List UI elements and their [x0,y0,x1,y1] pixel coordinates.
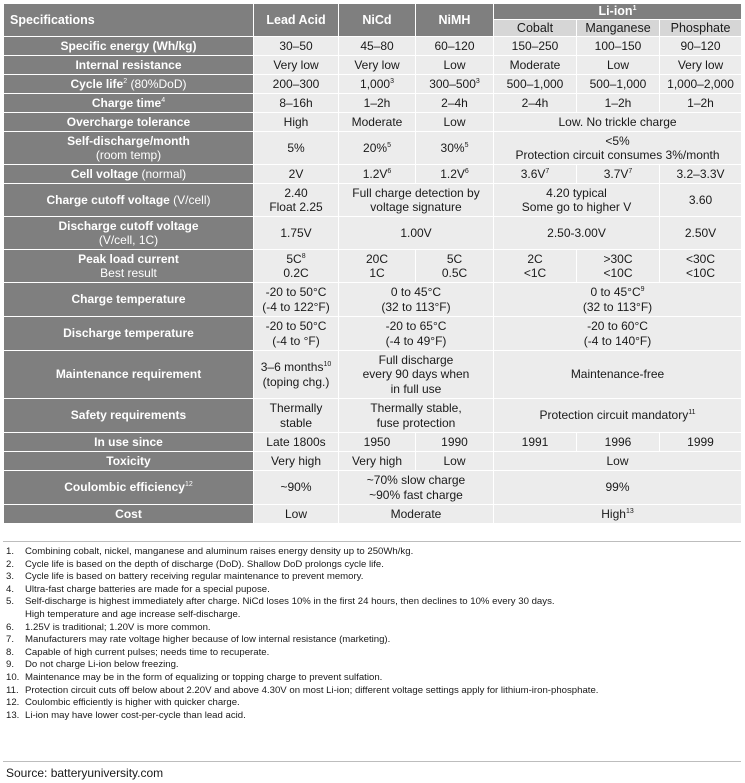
cost-label: Cost [115,506,142,521]
cell-voltage-label: Cell voltage (normal) [4,165,254,184]
footnote: 11. Protection circuit cuts off below about 2.20V and above 4.30V on most Li-ion; different voltage settings apply for lithium-iron-phosphate. [6,684,599,696]
cell: Very high [339,452,416,471]
cell: 3.60 [660,184,742,217]
cell: 0 to $45^\circ C^9$ (32 to 113°F) [494,283,742,317]
cell: <30C <10C [660,250,742,283]
row-self-discharge [4,132,742,165]
cell: Moderate [339,505,494,524]
row-cost [4,505,742,524]
cell: 100–150 [577,37,660,56]
cell: -20 to 50°C (-4 to 122°F) [254,283,339,317]
cell: ~90% [254,471,339,505]
cell: 1999 [660,433,742,452]
cell: Moderate [494,56,577,75]
footnote: 7. Manufacturers may rate voltage higher because of low internal resistance (marketing). [6,634,391,646]
cell: Low. No trickle charge [494,113,742,132]
cell: $1.2V^6$ [416,165,494,184]
cell: -20 to 65°C (-4 to 49°F) [339,317,494,351]
header-row [4,4,742,20]
row-safety-requirements [4,399,742,433]
cell: 1–2h [339,94,416,113]
cell: 2V [254,165,339,184]
discharge-cutoff-label: Discharge cutoff voltage (V/cell, 1C) [4,217,254,250]
discharge-temperature-label: Discharge temperature [63,326,194,341]
cell: 4.20 typical Some go to higher V [494,184,660,217]
cell: 8–16h [254,94,339,113]
charge-temperature-label: Charge temperature [71,292,186,307]
cell: 1–2h [577,94,660,113]
cell: 1.75V [254,217,339,250]
cell: Thermally stable, fuse protection [339,399,494,433]
cell: -20 to 60°C (-4 to 140°F) [494,317,742,351]
charge-cutoff-label: Charge cutoff voltage (V/cell) [4,184,254,217]
footnote: 6. 1.25V is traditional; 1.20V is more common. [6,621,211,633]
cell: -20 to 50°C (-4 to °F) [254,317,339,351]
safety-label: Safety requirements [70,408,187,423]
overcharge-label: Overcharge tolerance [66,114,191,129]
cell: 5% [254,132,339,165]
row-peak-load-current [4,250,742,283]
cell: High$^{13}$ [494,505,742,524]
cell: Late 1800s [254,433,339,452]
footnote: 12. Coulombic efficiently is higher with quicker charge. [6,697,240,709]
cell: 1–2h [660,94,742,113]
cell: Full charge detection by voltage signature [339,184,494,217]
cell: 500–1,000 [494,75,577,94]
cell: 90–120 [660,37,742,56]
cell: $3.6V^7$ [494,165,577,184]
cycle-life-label: Cycle life$^2$ (80%DoD) [4,75,254,94]
footnote: 4. Ultra-fast charge batteries are made for a special pupose. [6,583,270,595]
battery-comparison-table [3,3,742,524]
cell: 1950 [339,433,416,452]
cell: 2–4h [494,94,577,113]
cell: 60–120 [416,37,494,56]
footnote: 10. Maintenance may be in the form of equalizing or topping charge to prevent sulfation. [6,671,383,683]
cell: 20%$^5$ [339,132,416,165]
source-divider [3,761,741,762]
cell: Very low [660,56,742,75]
header-nicd: NiCd [339,4,416,37]
cell: 2.40 Float 2.25 [254,184,339,217]
row-discharge-temperature [4,317,742,351]
cell: Low [494,452,742,471]
footnote: 1. Combining cobalt, nickel, manganese and aluminum raises energy density up to 250Wh/kg. [6,546,414,557]
cell: Low [416,452,494,471]
row-toxicity [4,452,742,471]
row-specific-energy [4,37,742,56]
cell: <5% Protection circuit consumes 3%/month [494,132,742,165]
source-credit: Source: batteryuniversity.com [6,766,164,780]
cell: $1.2V^6$ [339,165,416,184]
cell: 2.50-3.00V [494,217,660,250]
cell: 2–4h [416,94,494,113]
footnote: 8. Capable of high current pulses; needs time to recuperate. [6,646,270,658]
footnote: 3. Cycle life is based on battery receiving regular maintenance to prevent memory. [6,571,364,583]
cell: 30%$^5$ [416,132,494,165]
cell: 45–80 [339,37,416,56]
coulombic-label: Coulombic efficiency$^{12}$ [4,471,254,505]
cell: 1996 [577,433,660,452]
cell: 0 to 45°C (32 to 113°F) [339,283,494,317]
peak-load-label: Peak load current Best result [4,250,254,283]
row-discharge-cutoff-voltage [4,217,742,250]
cell: Full discharge every 90 days when in full use [339,351,494,399]
footnotes [6,546,741,722]
header-manganese: Manganese [577,20,660,37]
cell: High [254,113,339,132]
cell: 150–250 [494,37,577,56]
cell: Very high [254,452,339,471]
cell: Very low [254,56,339,75]
cell: 1990 [416,433,494,452]
row-cell-voltage [4,165,742,184]
header-li-ion: Li-ion$^1$ [494,4,742,20]
header-specifications: Specifications [4,4,254,37]
footnote: 2. Cycle life is based on the depth of discharge (DoD). Shallow DoD prolongs cycle life. [6,558,384,570]
cell: Low [577,56,660,75]
cell: 3.2–3.3V [660,165,742,184]
charge-time-label: Charge time$^4$ [4,94,254,113]
cell: Moderate [339,113,416,132]
cell: Very low [339,56,416,75]
internal-resistance-label: Internal resistance [75,57,182,72]
cell: 1,000–2,000 [660,75,742,94]
cell: Low [254,505,339,524]
cell: 3–6 months$^{10}$ (toping chg.) [254,351,339,399]
cell: 1.00V [339,217,494,250]
cell: Maintenance-free [494,351,742,399]
row-charge-temperature [4,283,742,317]
cell: Low [416,113,494,132]
footnote: 5. Self-discharge is highest immediately after charge. NiCd loses 10% in the first 24 hours, then declines to 10% every 30 days. High temperature and age increase self-discharge. [6,596,555,620]
footnote: 13. Li-ion may have lower cost-per-cycle than lead acid. [6,709,246,721]
row-coulombic-efficiency [4,471,742,505]
cell: 99% [494,471,742,505]
cell: $3.7V^7$ [577,165,660,184]
cell: 30–50 [254,37,339,56]
header-phosphate: Phosphate [660,20,742,37]
row-maintenance-requirement [4,351,742,399]
self-discharge-label: Self-discharge/month (room temp) [4,132,254,165]
cell: Protection circuit mandatory$^{11}$ [494,399,742,433]
header-nimh: NiMH [416,4,494,37]
row-in-use-since [4,433,742,452]
in-use-since-label: In use since [94,434,163,449]
cell: 1,000$^3$ [339,75,416,94]
cell: 5C 0.5C [416,250,494,283]
footnote: 9. Do not charge Li-ion below freezing. [6,659,179,671]
cell: 200–300 [254,75,339,94]
toxicity-label: Toxicity [106,453,151,468]
cell: 2C <1C [494,250,577,283]
notes-top-divider [3,541,741,542]
specific-energy-label: Specific energy (Wh/kg) [60,38,197,53]
cell: Thermally stable [254,399,339,433]
row-cycle-life [4,75,742,94]
header-cobalt: Cobalt [494,20,577,37]
cell: ~70% slow charge ~90% fast charge [339,471,494,505]
maintenance-label: Maintenance requirement [55,367,202,382]
header-lead-acid: Lead Acid [254,4,339,37]
cell: >30C <10C [577,250,660,283]
row-overcharge-tolerance [4,113,742,132]
row-internal-resistance [4,56,742,75]
cell: $5C^8$ 0.2C [254,250,339,283]
row-charge-cutoff-voltage [4,184,742,217]
cell: 2.50V [660,217,742,250]
cell: 500–1,000 [577,75,660,94]
cell: Low [416,56,494,75]
cell: $300-500^3$ [416,75,494,94]
cell: 1991 [494,433,577,452]
cell: 20C 1C [339,250,416,283]
row-charge-time [4,94,742,113]
